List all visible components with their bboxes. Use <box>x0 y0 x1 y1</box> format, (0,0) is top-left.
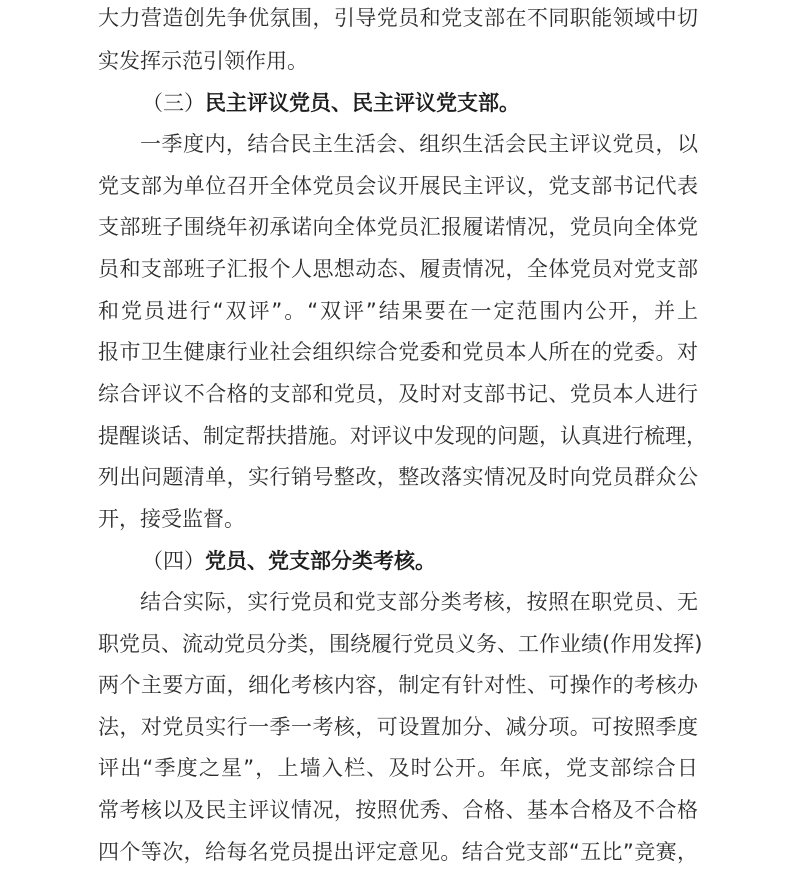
text-line: 结合实际，实行党员和党支部分类考核，按照在职党员、无 <box>140 590 698 614</box>
text-line: 报市卫生健康行业社会组织综合党委和党员本人所在的党委。对 <box>98 340 698 364</box>
text-line: 常考核以及民主评议情况，按照优秀、合格、基本合格及不合格 <box>98 798 698 822</box>
text-line: 实发挥示范引领作用。 <box>98 49 308 73</box>
section-title: 民主评议党员、民主评议党支部。 <box>205 91 520 115</box>
text-line: 开，接受监督。 <box>98 507 245 531</box>
text-line: 一季度内，结合民主生活会、组织生活会民主评议党员，以 <box>140 132 698 156</box>
section-number: （四） <box>142 549 205 573</box>
text-line: 综合评议不合格的支部和党员，及时对支部书记、党员本人进行 <box>98 382 698 406</box>
text-line: 职党员、流动党员分类，围绕履行党员义务、工作业绩(作用发挥) <box>98 632 703 656</box>
text-line: 和党员进行“双评”。“双评”结果要在一定范围内公开，并上 <box>98 299 698 323</box>
text-line: 四个等次，给每名党员提出评定意见。结合党支部“五比”竞赛， <box>98 840 698 864</box>
section-title: 党员、党支部分类考核。 <box>205 549 436 573</box>
text-line: 评出“季度之星”，上墙入栏、及时公开。年底，党支部综合日 <box>98 756 698 780</box>
text-line: 法，对党员实行一季一考核，可设置加分、减分项。可按照季度 <box>98 715 698 739</box>
text-line: 提醒谈话、制定帮扶措施。对评议中发现的问题，认真进行梳理， <box>98 424 707 448</box>
section-number: （三） <box>142 91 205 115</box>
text-line: 党支部为单位召开全体党员会议开展民主评议，党支部书记代表 <box>98 174 698 198</box>
text-line: 列出问题清单，实行销号整改，整改落实情况及时向党员群众公 <box>98 465 698 489</box>
text-line: 支部班子围绕年初承诺向全体党员汇报履诺情况，党员向全体党 <box>98 215 698 239</box>
section-heading-3 <box>142 87 520 119</box>
section-heading-4 <box>142 545 436 577</box>
text-line: 两个主要方面，细化考核内容，制定有针对性、可操作的考核办 <box>98 673 698 697</box>
text-line: 员和支部班子汇报个人思想动态、履责情况，全体党员对党支部 <box>98 257 698 281</box>
text-line: 大力营造创先争优氛围，引导党员和党支部在不同职能领域中切 <box>98 6 698 30</box>
